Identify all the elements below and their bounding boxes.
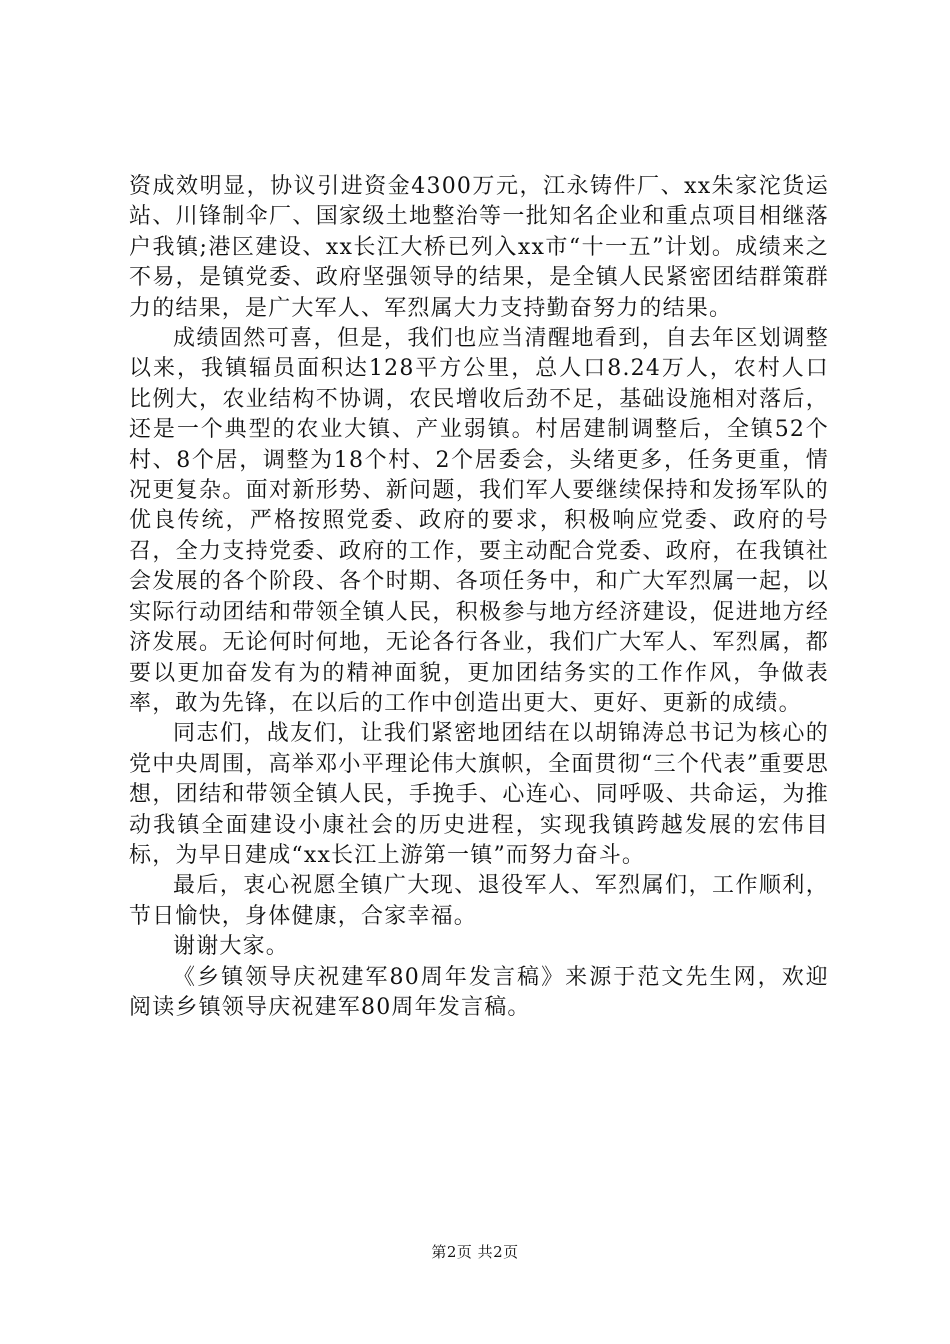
paragraph-source-note: 《乡镇领导庆祝建军80周年发言稿》来源于范文先生网，欢迎阅读乡镇领导庆祝建军80周年发言稿。 [129,964,829,1020]
page-footer [0,1241,950,1262]
paragraph: 同志们，战友们，让我们紧密地团结在以胡锦涛总书记为核心的党中央周围，高举邓小平理论伟大旗帜，全面贯彻“三个代表”重要思想，团结和带领全镇人民，手挽手、心连心、同呼吸、共命运，为推动我镇全面建设小康社会的历史进程，实现我镇跨越发展的宏伟目标，为早日建成“xx长江上游第一镇”而努力奋斗。 [129,721,829,868]
paragraph: 谢谢大家。 [173,934,290,960]
paragraph-continued: 资成效明显，协议引进资金4300万元，江永铸件厂、xx朱家沱货运站、川锋制伞厂、国家级土地整治等一批知名企业和重点项目相继落户我镇;港区建设、xx长江大桥已列入xx市“十一五”计划。成绩来之不易，是镇党委、政府坚强领导的结果，是全镇人民紧密团结群策群力的结果，是广大军人、军烈属大力支持勤奋努力的结果。 [129,174,829,321]
page-number: 第2页 共2页 [431,1243,519,1261]
paragraph: 最后，衷心祝愿全镇广大现、退役军人、军烈属们，工作顺利，节日愉快，身体健康，合家幸福。 [129,873,829,929]
paragraph: 成绩固然可喜，但是，我们也应当清醒地看到，自去年区划调整以来，我镇辐员面积达128平方公里，总人口8.24万人，农村人口比例大，农业结构不协调，农民增收后劲不足，基础设施相对落后，还是一个典型的农业大镇、产业弱镇。村居建制调整后，全镇52个村、8个居，调整为18个村、2个居委会，头绪更多，任务更重，情况更复杂。面对新形势、新问题，我们军人要继续保持和发扬军队的优良传统，严格按照党委、政府的要求，积极响应党委、政府的号召，全力支持党委、政府的工作，要主动配合党委、政府，在我镇社会发展的各个阶段、各个时期、各项任务中，和广大军烈属一起，以实际行动团结和带领全镇人民，积极参与地方经济建设，促进地方经济发展。无论何时何地，无论各行各业，我们广大军人、军烈属，都要以更加奋发有为的精神面貌，更加团结务实的工作作风，争做表率，敢为先锋，在以后的工作中创造出更大、更好、更新的成绩。 [129,326,829,716]
document-body [129,172,829,1023]
